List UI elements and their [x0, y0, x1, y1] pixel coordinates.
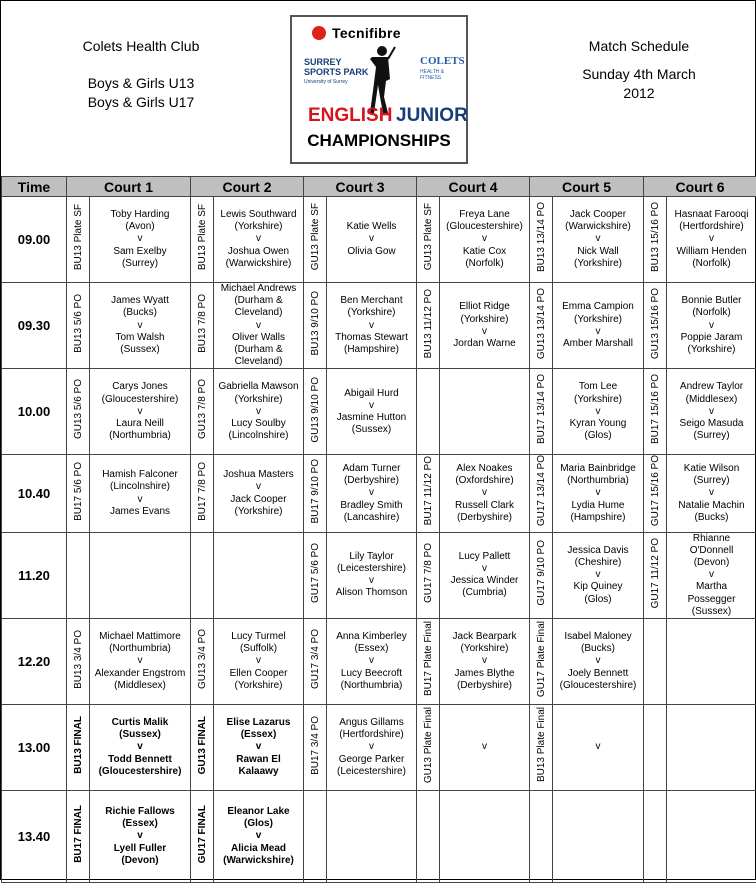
round-label: BU17 9/10 PO	[310, 459, 321, 523]
round-label: GU13 7/8 PO	[197, 379, 208, 439]
round-label: GU13 Plate SF	[423, 203, 434, 270]
match-cell	[440, 705, 530, 791]
round-label-cell	[530, 532, 553, 618]
match-cell	[214, 197, 304, 283]
match-players: Gabriella Mawson (Yorkshire) v Lucy Soulby (Lincolnshire)	[214, 381, 303, 442]
match-cell	[90, 791, 191, 883]
round-label-cell	[530, 705, 553, 791]
header	[1, 1, 755, 173]
match-players: Katie Wilson (Surrey) v Natalie Machin (Bucks)	[667, 463, 756, 524]
round-label-cell	[417, 283, 440, 369]
match-cell	[440, 283, 530, 369]
match-players: Lily Taylor (Leicestershire) v Alison Thomson	[327, 551, 416, 600]
logo-championships: CHAMPIONSHIPS	[292, 131, 466, 151]
round-label-cell	[67, 197, 90, 283]
match-players: Lucy Turmel (Suffolk) v Ellen Cooper (Yorkshire)	[214, 631, 303, 692]
match-cell	[214, 455, 304, 532]
round-label-cell	[417, 197, 440, 283]
round-label-cell	[191, 705, 214, 791]
match-players: Emma Campion (Yorkshire) v Amber Marshall	[553, 301, 643, 350]
round-label: BU17 7/8 PO	[197, 462, 208, 521]
match-players: v	[440, 741, 529, 753]
schedule-row	[2, 532, 756, 618]
round-label-cell	[191, 197, 214, 283]
tecnifibre-logo-icon	[312, 26, 326, 40]
match-cell	[440, 455, 530, 532]
match-players: Eleanor Lake (Glos) v Alicia Mead (Warwickshire)	[214, 806, 303, 867]
match-cell	[90, 197, 191, 283]
round-label: GU13 Plate Final	[423, 707, 434, 783]
match-cell	[327, 619, 417, 705]
schedule-row	[2, 705, 756, 791]
match-cell	[90, 455, 191, 532]
round-label-cell	[67, 455, 90, 532]
match-cell	[553, 283, 644, 369]
round-label: BU13 FINAL	[73, 716, 84, 774]
match-cell	[440, 369, 530, 455]
date-line-2: 2012	[549, 84, 729, 103]
colets-logo: COLETS	[420, 55, 465, 67]
round-label: GU13 15/16 PO	[650, 288, 661, 359]
round-label: BU17 5/6 PO	[73, 462, 84, 521]
round-label: BU17 13/14 PO	[536, 374, 547, 444]
match-players: Jack Bearpark (Yorkshire) v James Blythe (Derbyshire)	[440, 631, 529, 692]
round-label: BU13 5/6 PO	[73, 294, 84, 353]
header-left	[41, 37, 241, 112]
match-players: Isabel Maloney (Bucks) v Joely Bennett (Gloucestershire)	[553, 631, 643, 692]
round-label-cell	[417, 532, 440, 618]
round-label: GU13 9/10 PO	[310, 377, 321, 443]
match-cell	[90, 619, 191, 705]
match-players: Jessica Davis (Cheshire) v Kip Quiney (Glos)	[553, 545, 643, 606]
round-label: BU17 15/16 PO	[650, 374, 661, 444]
match-cell	[440, 197, 530, 283]
schedule-row	[2, 619, 756, 705]
round-label-cell	[644, 369, 667, 455]
document-title: Match Schedule	[549, 37, 729, 56]
match-cell	[667, 197, 756, 283]
round-label-cell	[304, 455, 327, 532]
round-label-cell	[417, 705, 440, 791]
match-players: Michael Mattimore (Northumbria) v Alexander Engstrom (Middlesex)	[90, 631, 190, 692]
round-label: GU17 Plate Final	[536, 621, 547, 697]
round-label: BU13 11/12 PO	[423, 289, 434, 358]
round-label-cell	[530, 619, 553, 705]
match-players: Katie Wells v Olivia Gow	[327, 221, 416, 258]
surrey-line-3: University of Surrey	[304, 77, 368, 87]
round-label-cell	[191, 619, 214, 705]
match-cell	[553, 619, 644, 705]
round-label-cell	[304, 283, 327, 369]
round-label: GU13 Plate SF	[310, 203, 321, 270]
round-label: BU13 Plate SF	[197, 204, 208, 270]
round-label-cell	[191, 532, 214, 618]
match-cell	[90, 532, 191, 618]
round-label-cell	[530, 455, 553, 532]
court-column-header: Court 3	[304, 177, 417, 197]
round-label: BU17 11/12 PO	[423, 456, 434, 525]
round-label-cell	[67, 619, 90, 705]
sponsor-name: Tecnifibre	[332, 25, 401, 41]
round-label: GU17 11/12 PO	[650, 538, 661, 608]
round-label-cell	[417, 369, 440, 455]
group-line-1: Boys & Girls U13	[41, 74, 241, 93]
time-cell: 10.40	[2, 455, 67, 532]
round-label-cell	[304, 619, 327, 705]
match-cell	[667, 283, 756, 369]
round-label-cell	[417, 619, 440, 705]
match-cell	[214, 619, 304, 705]
surrey-sports-park-logo	[304, 57, 368, 87]
championship-logo	[290, 15, 468, 164]
match-cell	[667, 532, 756, 618]
round-label-cell	[191, 369, 214, 455]
round-label-cell	[304, 532, 327, 618]
logo-english: ENGLISH	[308, 105, 392, 127]
match-cell	[553, 455, 644, 532]
round-label: BU13 Plate Final	[536, 707, 547, 782]
match-cell	[214, 705, 304, 791]
match-players: James Wyatt (Bucks) v Tom Walsh (Sussex)	[90, 295, 190, 356]
match-cell	[553, 197, 644, 283]
match-cell	[440, 791, 530, 883]
round-label: BU13 Plate SF	[73, 204, 84, 270]
round-label-cell	[304, 369, 327, 455]
match-players: Michael Andrews (Durham & Cleveland) v Oliver Walls (Durham & Cleveland)	[214, 283, 303, 368]
logo-junior: JUNIOR	[396, 105, 468, 127]
court-column-header: Court 6	[644, 177, 756, 197]
match-cell	[214, 369, 304, 455]
schedule-row	[2, 369, 756, 455]
round-label-cell	[67, 791, 90, 883]
match-players: Richie Fallows (Essex) v Lyell Fuller (Devon)	[90, 806, 190, 867]
colets-subtitle: HEALTH & FITNESS	[420, 69, 466, 81]
match-cell	[667, 455, 756, 532]
round-label: BU13 9/10 PO	[310, 291, 321, 355]
schedule-row	[2, 283, 756, 369]
group-line-2: Boys & Girls U17	[41, 93, 241, 112]
round-label-cell	[530, 369, 553, 455]
time-cell: 13.00	[2, 705, 67, 791]
date-line-1: Sunday 4th March	[549, 65, 729, 84]
match-cell	[440, 619, 530, 705]
match-players: Maria Bainbridge (Northumbria) v Lydia Hume (Hampshire)	[553, 463, 643, 524]
round-label-cell	[67, 369, 90, 455]
match-cell	[327, 197, 417, 283]
round-label-cell	[530, 283, 553, 369]
round-label-cell	[644, 791, 667, 883]
schedule-row	[2, 197, 756, 283]
round-label-cell	[67, 705, 90, 791]
round-label-cell	[644, 619, 667, 705]
round-label: GU13 13/14 PO	[536, 288, 547, 359]
round-label: GU17 5/6 PO	[310, 543, 321, 603]
round-label-cell	[191, 283, 214, 369]
match-players: Lewis Southward (Yorkshire) v Joshua Owen (Warwickshire)	[214, 209, 303, 270]
round-label-cell	[530, 197, 553, 283]
round-label: GU13 5/6 PO	[73, 379, 84, 439]
match-cell	[553, 791, 644, 883]
round-label-cell	[67, 532, 90, 618]
round-label-cell	[191, 455, 214, 532]
club-name: Colets Health Club	[41, 37, 241, 56]
surrey-line-1: SURREY	[304, 57, 368, 67]
court-column-header: Court 5	[530, 177, 644, 197]
match-cell	[327, 791, 417, 883]
match-cell	[327, 532, 417, 618]
match-players: Elise Lazarus (Essex) v Rawan El Kalaawy	[214, 717, 303, 778]
match-players: Hamish Falconer (Lincolnshire) v James Evans	[90, 469, 190, 518]
match-cell	[667, 791, 756, 883]
round-label: BU13 15/16 PO	[650, 202, 661, 272]
match-cell	[553, 705, 644, 791]
match-players: Joshua Masters v Jack Cooper (Yorkshire)	[214, 469, 303, 518]
match-cell	[90, 705, 191, 791]
schedule-row	[2, 791, 756, 883]
match-cell	[440, 532, 530, 618]
match-players: v	[553, 741, 643, 753]
round-label: BU17 FINAL	[73, 805, 84, 863]
round-label-cell	[304, 705, 327, 791]
round-label-cell	[304, 791, 327, 883]
time-cell: 10.00	[2, 369, 67, 455]
match-players: Carys Jones (Gloucestershire) v Laura Neill (Northumbria)	[90, 381, 190, 442]
match-players: Freya Lane (Gloucestershire) v Katie Cox (Norfolk)	[440, 209, 529, 270]
court-column-header: Court 2	[191, 177, 304, 197]
match-cell	[667, 369, 756, 455]
round-label: GU17 7/8 PO	[423, 543, 434, 603]
match-cell	[553, 369, 644, 455]
round-label: GU13 FINAL	[197, 716, 208, 774]
round-label-cell	[644, 455, 667, 532]
round-label-cell	[644, 532, 667, 618]
match-players: Tom Lee (Yorkshire) v Kyran Young (Glos)	[553, 381, 643, 442]
header-right	[549, 37, 729, 103]
round-label-cell	[530, 791, 553, 883]
match-cell	[90, 283, 191, 369]
round-label: GU17 9/10 PO	[536, 540, 547, 606]
match-cell	[214, 532, 304, 618]
match-players: Abigail Hurd v Jasmine Hutton (Sussex)	[327, 388, 416, 437]
match-cell	[327, 705, 417, 791]
match-players: Hasnaat Farooqi (Hertfordshire) v William Henden (Norfolk)	[667, 209, 756, 270]
header-row	[2, 177, 756, 197]
match-players: Jack Cooper (Warwickshire) v Nick Wall (Yorkshire)	[553, 209, 643, 270]
match-players: Alex Noakes (Oxfordshire) v Russell Clark (Derbyshire)	[440, 463, 529, 524]
match-players: Andrew Taylor (Middlesex) v Seigo Masuda (Surrey)	[667, 381, 756, 442]
match-cell	[327, 455, 417, 532]
surrey-line-2: SPORTS PARK	[304, 67, 368, 77]
time-cell: 12.20	[2, 619, 67, 705]
match-players: Ben Merchant (Yorkshire) v Thomas Stewart (Hampshire)	[327, 295, 416, 356]
round-label: BU17 3/4 PO	[310, 716, 321, 775]
match-players: Elliot Ridge (Yorkshire) v Jordan Warne	[440, 301, 529, 350]
match-players: Toby Harding (Avon) v Sam Exelby (Surrey)	[90, 209, 190, 270]
time-column-header: Time	[2, 177, 67, 197]
time-cell: 13.40	[2, 791, 67, 883]
round-label: GU17 13/14 PO	[536, 455, 547, 526]
match-cell	[553, 532, 644, 618]
schedule-table	[1, 176, 756, 883]
round-label-cell	[417, 791, 440, 883]
round-label-cell	[644, 705, 667, 791]
match-cell	[214, 283, 304, 369]
round-label: GU13 3/4 PO	[197, 629, 208, 689]
match-players: Curtis Malik (Sussex) v Todd Bennett (Gloucestershire)	[90, 717, 190, 778]
round-label-cell	[67, 283, 90, 369]
match-players: Bonnie Butler (Norfolk) v Poppie Jaram (Yorkshire)	[667, 295, 756, 356]
match-cell	[90, 369, 191, 455]
match-players: Anna Kimberley (Essex) v Lucy Beecroft (Northumbria)	[327, 631, 416, 692]
round-label: BU13 7/8 PO	[197, 294, 208, 353]
schedule-row	[2, 455, 756, 532]
time-cell: 11.20	[2, 532, 67, 618]
time-cell: 09.00	[2, 197, 67, 283]
court-column-header: Court 1	[67, 177, 191, 197]
match-players: Lucy Pallett v Jessica Winder (Cumbria)	[440, 551, 529, 600]
match-cell	[327, 369, 417, 455]
round-label: GU17 3/4 PO	[310, 629, 321, 689]
match-players: Adam Turner (Derbyshire) v Bradley Smith (Lancashire)	[327, 463, 416, 524]
court-column-header: Court 4	[417, 177, 530, 197]
round-label: BU17 Plate Final	[423, 621, 434, 696]
match-cell	[214, 791, 304, 883]
time-cell: 09.30	[2, 283, 67, 369]
match-cell	[667, 705, 756, 791]
round-label-cell	[417, 455, 440, 532]
round-label: GU17 15/16 PO	[650, 455, 661, 526]
match-players: Angus Gillams (Hertfordshire) v George Parker (Leicestershire)	[327, 717, 416, 778]
round-label-cell	[644, 283, 667, 369]
round-label-cell	[304, 197, 327, 283]
round-label-cell	[191, 791, 214, 883]
match-cell	[667, 619, 756, 705]
match-players: Rhianne O'Donnell (Devon) v Martha Possegger (Sussex)	[667, 533, 756, 618]
round-label-cell	[644, 197, 667, 283]
match-cell	[327, 283, 417, 369]
round-label: BU13 3/4 PO	[73, 630, 84, 689]
round-label: BU13 13/14 PO	[536, 202, 547, 272]
round-label: GU17 FINAL	[197, 805, 208, 863]
